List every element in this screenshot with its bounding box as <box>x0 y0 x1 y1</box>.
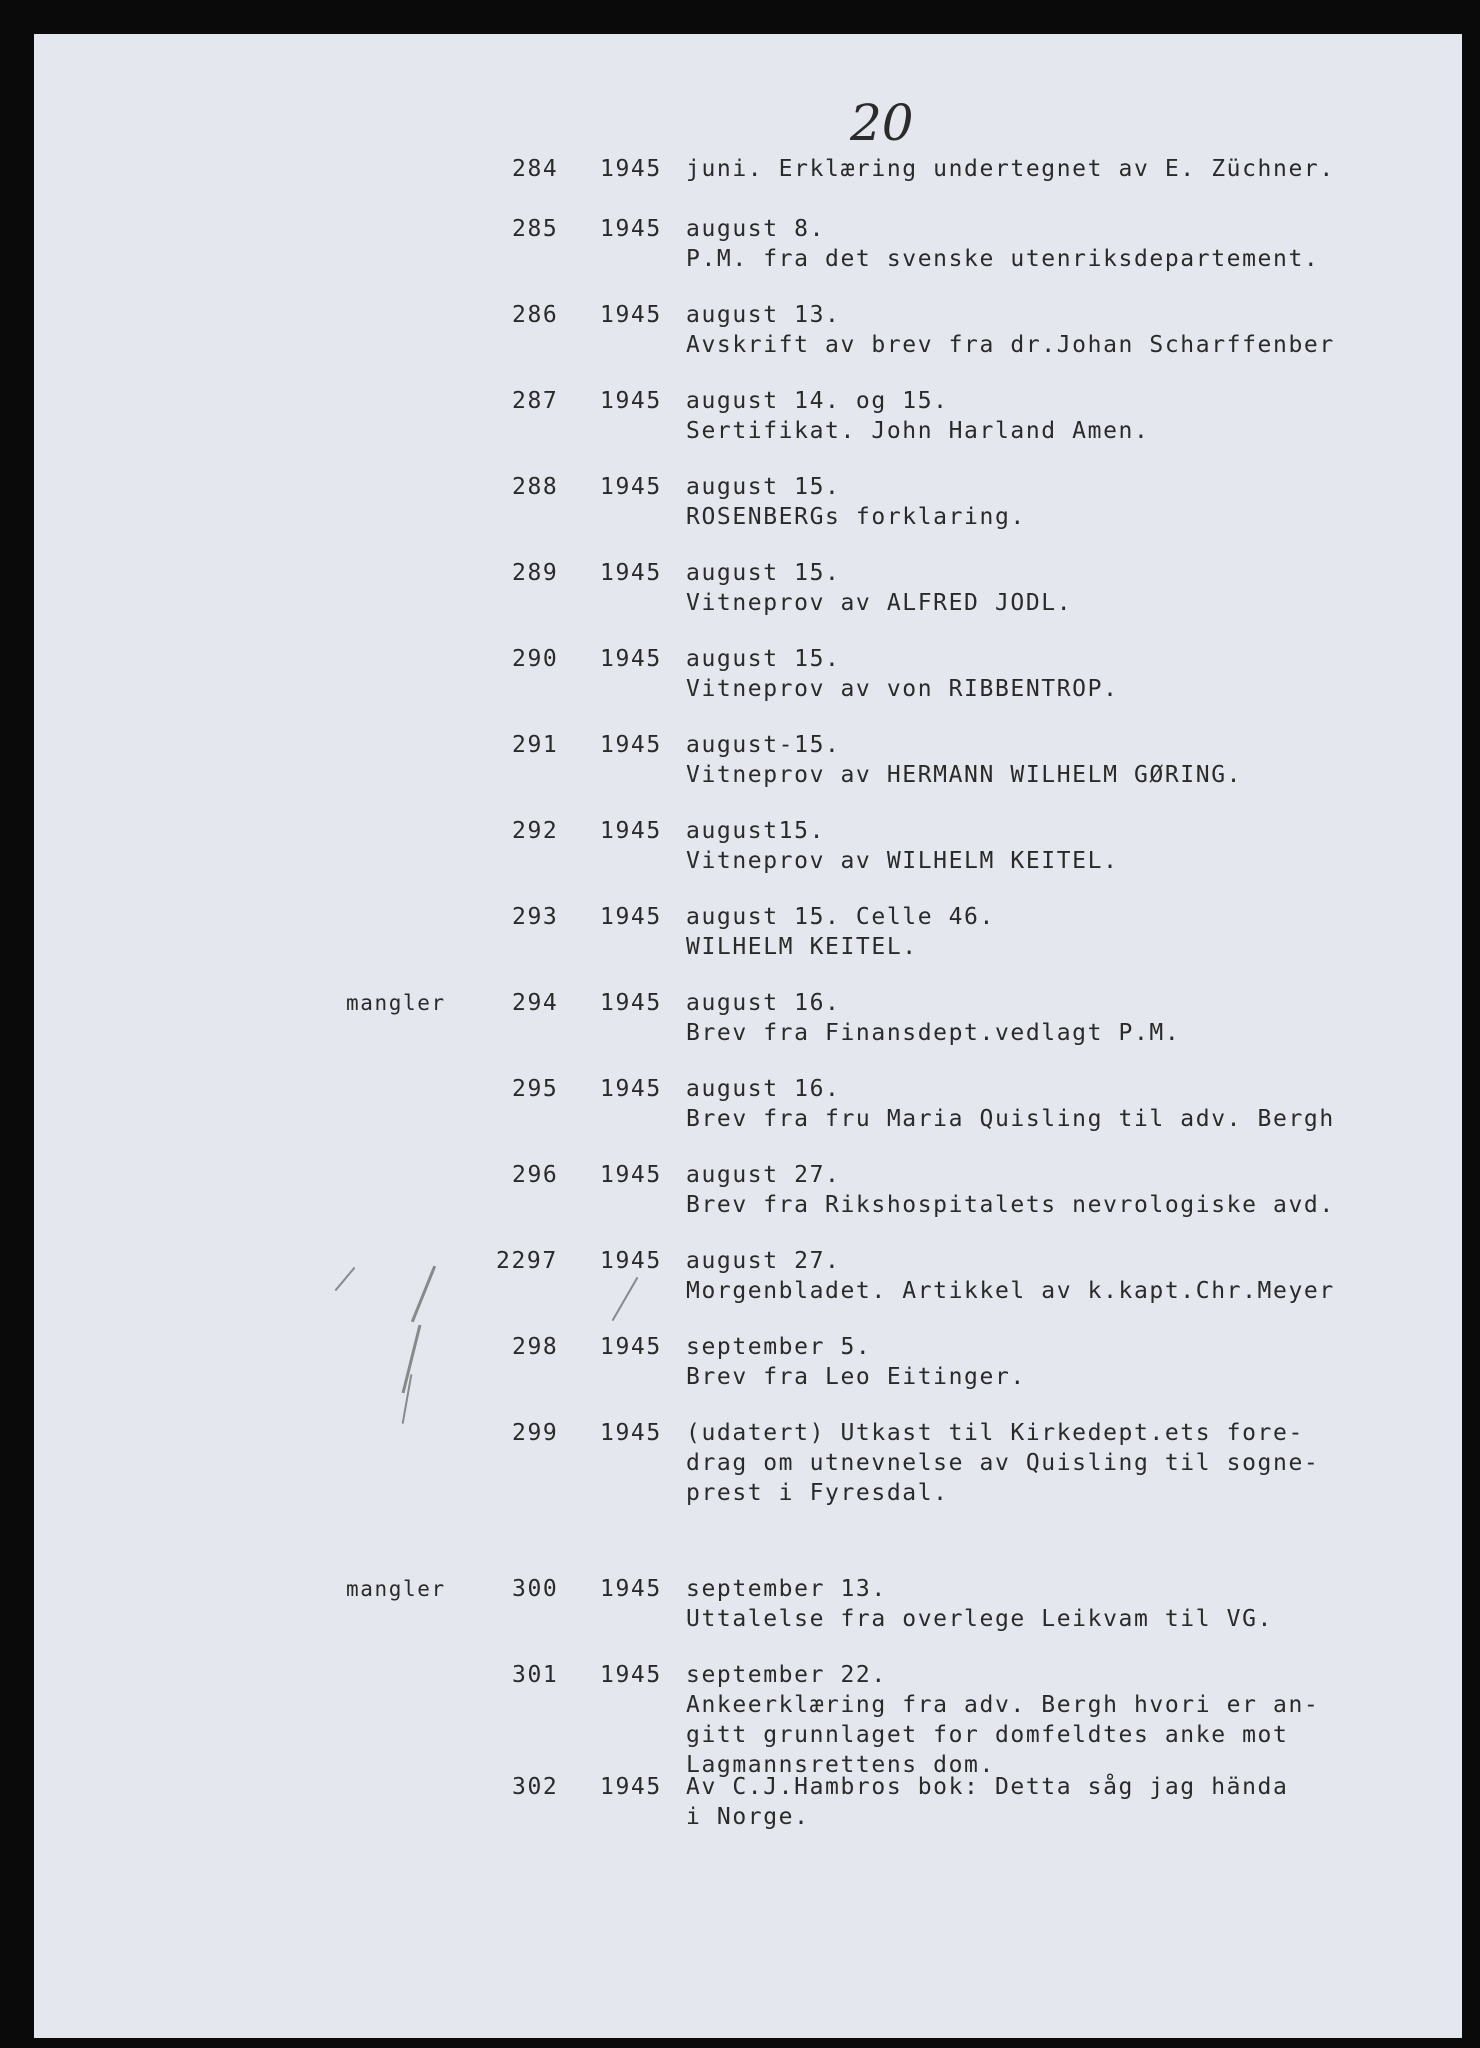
entry-year: 1945 <box>600 1662 662 1688</box>
entry-number: 292 <box>512 818 559 844</box>
pencil-mark <box>335 1267 356 1291</box>
entry-description <box>686 988 1456 1048</box>
entry-year: 1945 <box>600 818 662 844</box>
entry-year: 1945 <box>600 1076 662 1102</box>
entry-line: Brev fra Finansdept.vedlagt P.M. <box>686 1020 1181 1046</box>
entry-year: 1945 <box>600 1334 662 1360</box>
entry-number: 288 <box>512 474 559 500</box>
entry-year: 1945 <box>600 1248 662 1274</box>
entry-number: 291 <box>512 732 559 758</box>
entry-description <box>686 386 1456 446</box>
entry-line: august 15. <box>686 560 841 586</box>
entry-line: august 14. og 15. <box>686 388 949 414</box>
entry-number: 293 <box>512 904 559 930</box>
entry-note: mangler <box>346 1577 446 1601</box>
entry-year: 1945 <box>600 474 662 500</box>
entry-description <box>686 472 1456 532</box>
entry-number: 299 <box>512 1420 559 1446</box>
pencil-mark <box>612 1277 639 1321</box>
entry-description <box>686 1160 1456 1220</box>
entry-year: 1945 <box>600 1420 662 1446</box>
entry-line: drag om utnevnelse av Quisling til sogne- <box>686 1450 1320 1476</box>
entry-description <box>686 558 1456 618</box>
entry-year: 1945 <box>600 302 662 328</box>
entry-note: mangler <box>346 991 446 1015</box>
entry-line: Avskrift av brev fra dr.Johan Scharffenber <box>686 332 1335 358</box>
entry-line: september 22. <box>686 1662 887 1688</box>
entry-year: 1945 <box>600 216 662 242</box>
entry-line: Ankeerklæring fra adv. Bergh hvori er an- <box>686 1692 1320 1718</box>
entry-line: august-15. <box>686 732 841 758</box>
entry-year: 1945 <box>600 560 662 586</box>
entry-line: august 15. <box>686 646 841 672</box>
entry-line: (udatert) Utkast til Kirkedept.ets fore- <box>686 1420 1304 1446</box>
entry-line: i Norge. <box>686 1804 810 1830</box>
entry-line: ROSENBERGs forklaring. <box>686 504 1026 530</box>
entry-line: august 16. <box>686 1076 841 1102</box>
entry-line: september 5. <box>686 1334 872 1360</box>
entry-number: 302 <box>512 1774 559 1800</box>
entry-year: 1945 <box>600 646 662 672</box>
entry-description <box>686 1772 1456 1832</box>
entry-year: 1945 <box>600 1774 662 1800</box>
entry-line: juni. Erklæring undertegnet av E. Züchner. <box>686 156 1335 182</box>
entry-line: WILHELM KEITEL. <box>686 934 918 960</box>
entry-year: 1945 <box>600 1576 662 1602</box>
entry-description <box>686 154 1456 184</box>
entry-year: 1945 <box>600 990 662 1016</box>
entry-description <box>686 300 1456 360</box>
entry-description <box>686 1332 1456 1392</box>
entry-line: Uttalelse fra overlege Leikvam til VG. <box>686 1606 1273 1632</box>
entry-line: august 13. <box>686 302 841 328</box>
entry-number: 287 <box>512 388 559 414</box>
entry-description <box>686 730 1456 790</box>
entry-line: Av C.J.Hambros bok: Detta såg jag hända <box>686 1774 1289 1800</box>
entry-number: 286 <box>512 302 559 328</box>
entry-line: august 8. <box>686 216 826 242</box>
entry-line: Lagmannsrettens dom. <box>686 1752 995 1778</box>
entry-line: Vitneprov av von RIBBENTROP. <box>686 676 1119 702</box>
pencil-mark <box>411 1266 436 1323</box>
document-page <box>34 34 1462 2038</box>
entry-number: 294 <box>512 990 559 1016</box>
entry-line: Vitneprov av HERMANN WILHELM GØRING. <box>686 762 1243 788</box>
entry-description <box>686 644 1456 704</box>
page-number: 20 <box>850 94 914 152</box>
entry-line: gitt grunnlaget for domfeldtes anke mot <box>686 1722 1289 1748</box>
entry-number: 295 <box>512 1076 559 1102</box>
entry-line: august 16. <box>686 990 841 1016</box>
entry-line: prest i Fyresdal. <box>686 1480 949 1506</box>
entry-number: 284 <box>512 156 559 182</box>
entry-description <box>686 1074 1456 1134</box>
entry-description <box>686 214 1456 274</box>
entry-line: P.M. fra det svenske utenriksdepartement. <box>686 246 1320 272</box>
entry-number: 300 <box>512 1576 559 1602</box>
entry-line: Brev fra Rikshospitalets nevrologiske avd. <box>686 1192 1335 1218</box>
entry-line: Vitneprov av WILHELM KEITEL. <box>686 848 1119 874</box>
entry-line: Morgenbladet. Artikkel av k.kapt.Chr.Meyer <box>686 1278 1335 1304</box>
entry-line: august 15. <box>686 474 841 500</box>
entry-number: 285 <box>512 216 559 242</box>
entry-line: september 13. <box>686 1576 887 1602</box>
entry-line: august15. <box>686 818 826 844</box>
entry-line: Sertifikat. John Harland Amen. <box>686 418 1150 444</box>
entry-number: 2297 <box>496 1248 558 1274</box>
entry-line: Vitneprov av ALFRED JODL. <box>686 590 1073 616</box>
entry-number: 298 <box>512 1334 559 1360</box>
entry-description <box>686 1660 1456 1780</box>
entry-line: Brev fra fru Maria Quisling til adv. Bergh <box>686 1106 1335 1132</box>
entry-number: 301 <box>512 1662 559 1688</box>
entry-year: 1945 <box>600 1162 662 1188</box>
entry-number: 296 <box>512 1162 559 1188</box>
entry-year: 1945 <box>600 156 662 182</box>
pencil-mark <box>402 1325 422 1394</box>
entry-description <box>686 902 1456 962</box>
entry-year: 1945 <box>600 732 662 758</box>
entry-number: 289 <box>512 560 559 586</box>
entry-description <box>686 1574 1456 1634</box>
entry-year: 1945 <box>600 388 662 414</box>
entry-line: august 27. <box>686 1162 841 1188</box>
entry-number: 290 <box>512 646 559 672</box>
entry-line: Brev fra Leo Eitinger. <box>686 1364 1026 1390</box>
entry-description <box>686 1418 1456 1508</box>
entry-line: august 15. Celle 46. <box>686 904 995 930</box>
entry-line: august 27. <box>686 1248 841 1274</box>
entry-description <box>686 1246 1456 1306</box>
entry-year: 1945 <box>600 904 662 930</box>
entry-description <box>686 816 1456 876</box>
